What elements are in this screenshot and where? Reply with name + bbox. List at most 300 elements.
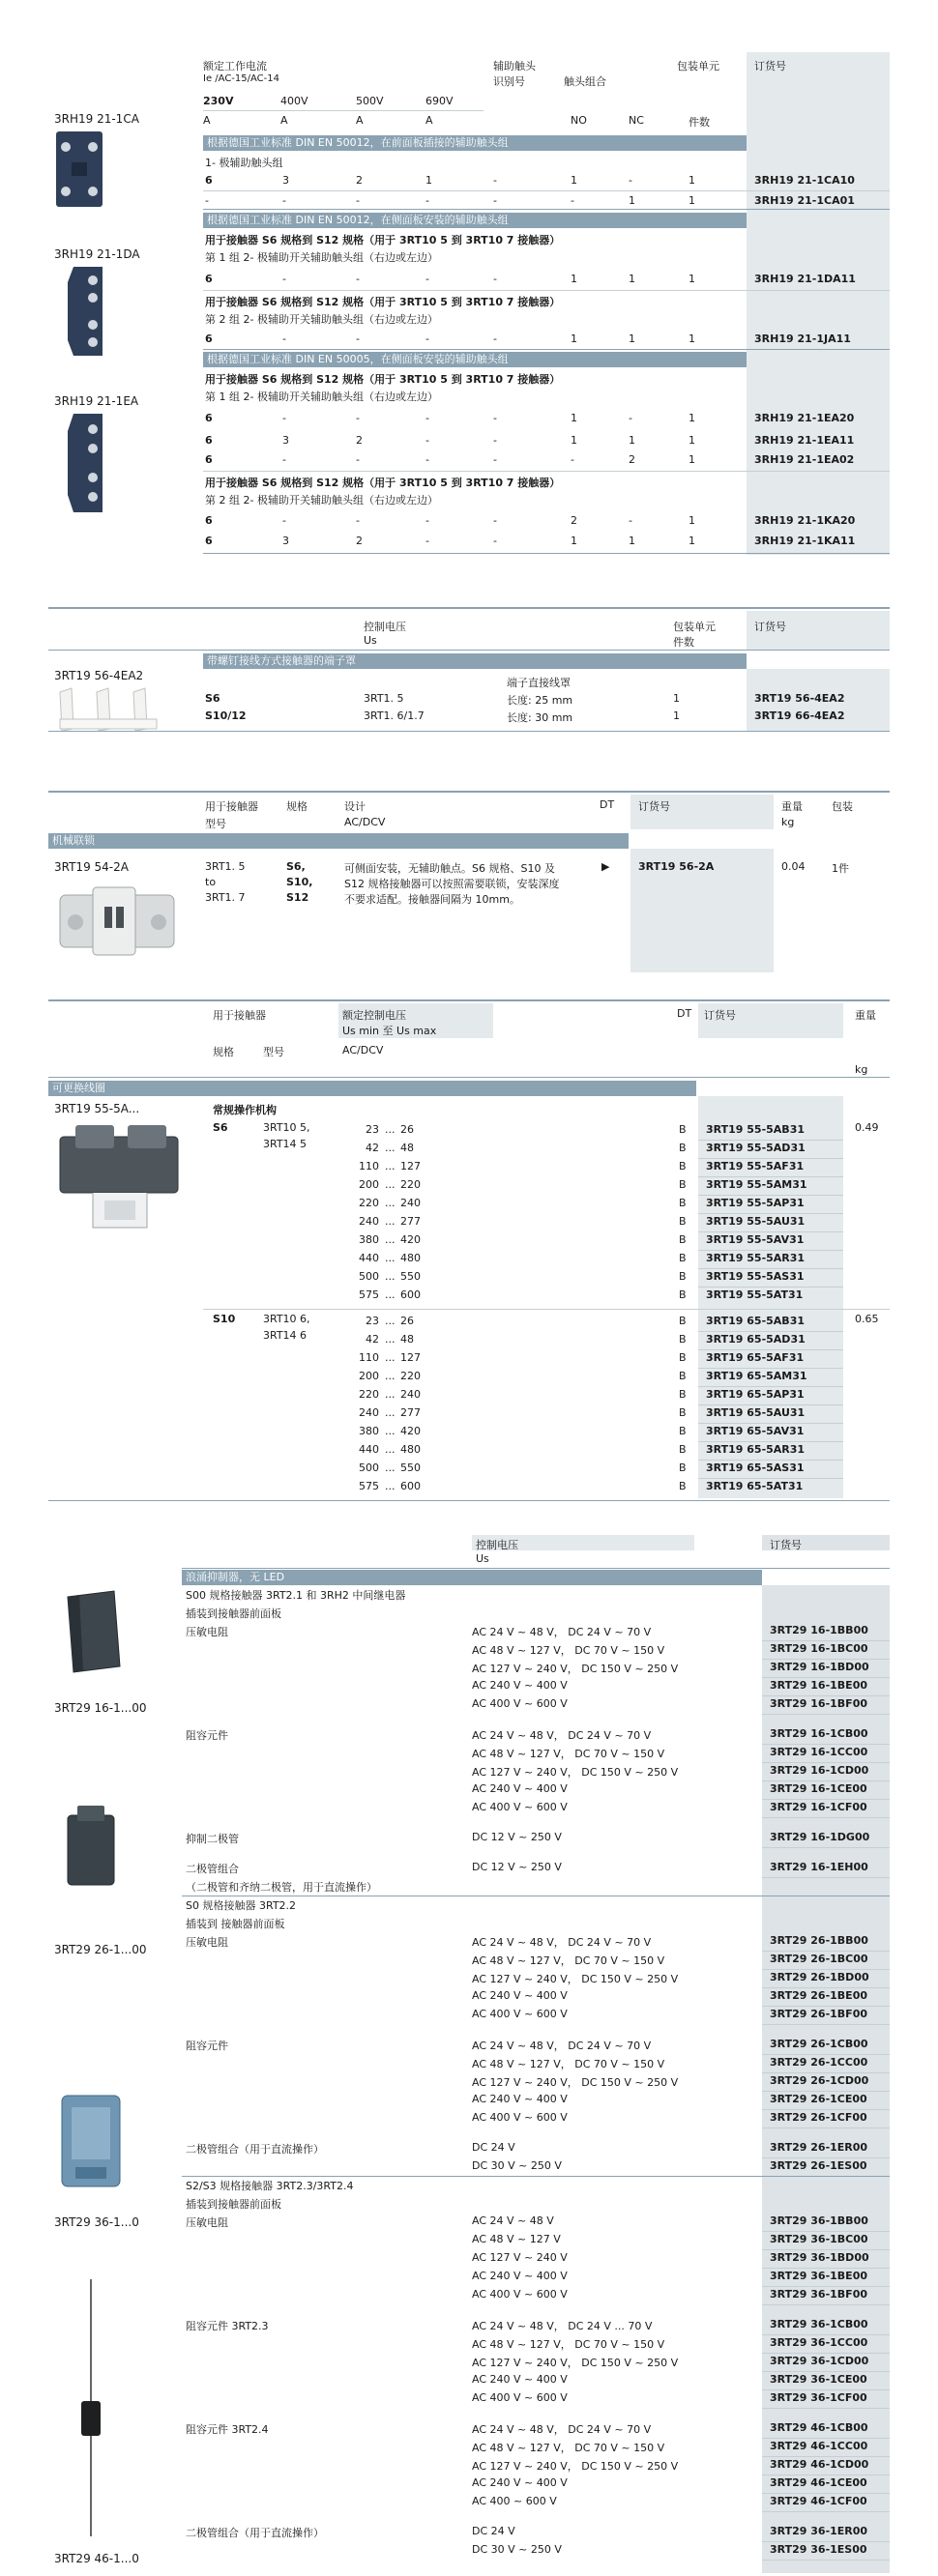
- cell: 6: [205, 412, 213, 424]
- cell: -: [493, 453, 497, 466]
- cell: -: [629, 174, 632, 187]
- row-divider: [762, 2371, 890, 2372]
- row-divider: [762, 2268, 890, 2269]
- voltage-min: 440: [359, 1443, 379, 1456]
- cell: -: [493, 273, 497, 285]
- voltage-max: 277: [400, 1215, 421, 1228]
- order-number: 3RT29 16-1BB00: [770, 1624, 868, 1636]
- row-divider: [762, 2127, 890, 2128]
- header-unit-a: A: [356, 114, 364, 127]
- divider: [203, 553, 890, 554]
- cell: -: [493, 434, 497, 447]
- cell: -: [356, 333, 360, 345]
- item-label: 插装到接触器前面板: [186, 1607, 281, 1620]
- voltage-range: DC 12 V ~ 250 V: [472, 1831, 562, 1843]
- voltage-max: 240: [400, 1197, 421, 1209]
- voltage-range: AC 127 V ~ 240 V: [472, 2251, 568, 2264]
- order-number: 3RT29 26-1ER00: [770, 2141, 868, 2154]
- cell: -: [356, 194, 360, 207]
- header-pack-pcs: 件数: [689, 116, 710, 129]
- order-number: 3RT29 16-1DG00: [770, 1831, 870, 1843]
- row-divider: [698, 1460, 843, 1461]
- header-dt: DT: [600, 798, 615, 811]
- order-number: 3RT29 46-1CF00: [770, 2495, 867, 2507]
- item-label: S00 规格接触器 3RT2.1 和 3RH2 中间继电器: [186, 1589, 406, 1602]
- row-divider: [762, 1987, 890, 1988]
- order-number: 3RT19 65-5AU31: [706, 1406, 806, 1419]
- cell: -: [629, 412, 632, 424]
- order-number: 3RH19 21-1CA01: [754, 194, 855, 207]
- voltage-max: 127: [400, 1160, 421, 1172]
- contactor-type: 3RT1. 7: [205, 891, 246, 904]
- voltage-sep: ...: [385, 1270, 396, 1283]
- group-title: 用于接触器 S6 规格到 S12 规格（用于 3RT10 5 到 3RT10 7 接触器）: [205, 234, 561, 246]
- product-label: 3RT29 26-1...00: [54, 1943, 147, 1956]
- row-divider: [762, 2353, 890, 2354]
- row-divider: [762, 2493, 890, 2494]
- header-type: 型号: [263, 1046, 284, 1058]
- row-divider: [762, 2006, 890, 2007]
- order-number: 3RT29 16-1EH00: [770, 1861, 868, 1873]
- order-number: 3RT19 56-4EA2: [754, 692, 845, 705]
- order-number: 3RT29 26-1ES00: [770, 2159, 867, 2172]
- header-size: 规格: [286, 800, 308, 813]
- pack: 1: [673, 692, 680, 705]
- dt-code: B: [679, 1388, 687, 1401]
- voltage-range: AC 127 V ~ 240 V， DC 150 V ~ 250 V: [472, 1973, 679, 1985]
- row-divider: [762, 2541, 890, 2542]
- cell: -: [629, 514, 632, 527]
- order-number: 3RT29 16-1CB00: [770, 1727, 868, 1740]
- product-label: 3RT19 55-5A...: [54, 1102, 140, 1115]
- order-number: 3RT19 65-5AS31: [706, 1462, 805, 1474]
- order-number: 3RH19 21-1KA11: [754, 535, 856, 547]
- cell: 6: [205, 273, 213, 285]
- voltage-range: AC 127 V ~ 240 V， DC 150 V ~ 250 V: [472, 2460, 679, 2473]
- order-number: 3RT19 66-4EA2: [754, 709, 845, 722]
- cell: 1: [689, 174, 695, 187]
- header-control-voltage: 控制电压: [364, 621, 406, 633]
- group-title: 用于接触器 S6 规格到 S12 规格（用于 3RT10 5 到 3RT10 7 接触器）: [205, 477, 561, 489]
- row-divider: [698, 1349, 843, 1350]
- product-label: 3RT19 56-4EA2: [54, 669, 144, 682]
- order-number: 3RT29 36-1BD00: [770, 2251, 869, 2264]
- cell: 1: [689, 434, 695, 447]
- divider: [182, 1568, 890, 1569]
- cell: -: [493, 535, 497, 547]
- header-aux-id: 识别号: [493, 75, 525, 88]
- voltage-sep: ...: [385, 1388, 396, 1401]
- header-order: 订货号: [770, 1539, 802, 1551]
- voltage-range: DC 30 V ~ 250 V: [472, 2159, 562, 2172]
- order-number: 3RT19 65-5AD31: [706, 1333, 806, 1346]
- order-number: 3RT29 36-1BF00: [770, 2288, 868, 2301]
- item-label: 二极管组合（用于直流操作）: [186, 2527, 324, 2539]
- row-divider: [698, 1404, 843, 1405]
- row-divider: [762, 1877, 890, 1878]
- header-pack-pcs: 件数: [673, 636, 694, 649]
- voltage-min: 42: [366, 1142, 379, 1154]
- order-number: 3RT29 26-1CF00: [770, 2111, 867, 2124]
- voltage-min: 42: [366, 1333, 379, 1346]
- dt-code: B: [679, 1178, 687, 1191]
- item-label: 抑制二极管: [186, 1833, 239, 1845]
- order-number: 3RT19 55-5AR31: [706, 1252, 806, 1264]
- voltage-min: 380: [359, 1233, 379, 1246]
- voltage-range: AC 240 V ~ 400 V: [472, 1679, 568, 1692]
- row-divider: [762, 1799, 890, 1800]
- voltage-range: AC 400 V ~ 600 V: [472, 2288, 568, 2301]
- row-divider: [762, 2091, 890, 2092]
- order-number: 3RH19 21-1CA10: [754, 174, 855, 187]
- voltage-range: AC 24 V ~ 48 V， DC 24 V ~ 70 V: [472, 2040, 652, 2052]
- subtitle: 常规操作机构: [213, 1104, 277, 1116]
- row-divider: [698, 1213, 843, 1214]
- row-divider: [762, 2304, 890, 2305]
- cell: -: [425, 333, 429, 345]
- product-label: 3RH19 21-1DA: [54, 247, 140, 261]
- voltage-range: AC 48 V ~ 127 V: [472, 2233, 561, 2245]
- voltage-max: 277: [400, 1406, 421, 1419]
- voltage-min: 220: [359, 1388, 379, 1401]
- cell: -: [493, 514, 497, 527]
- voltage-min: 110: [359, 1351, 379, 1364]
- voltage-sep: ...: [385, 1233, 396, 1246]
- cell: 1: [689, 194, 695, 207]
- header-size: 规格: [213, 1046, 234, 1058]
- surge-suppressor-image: [58, 1802, 126, 1893]
- voltage-sep: ...: [385, 1315, 396, 1327]
- cell: 1: [629, 333, 635, 345]
- contactor-type: 3RT14 6: [263, 1329, 308, 1342]
- order-number: 3RT29 26-1BD00: [770, 1971, 869, 1983]
- surge-suppressor-image: [58, 1587, 126, 1676]
- header-order: 订货号: [754, 621, 786, 633]
- cell: 6: [205, 174, 213, 187]
- dt-code: B: [679, 1351, 687, 1364]
- row-divider: [698, 1368, 843, 1369]
- voltage-range: AC 24 V ~ 48 V， DC 24 V ~ 70 V: [472, 1729, 652, 1742]
- header-order: 订货号: [704, 1009, 736, 1022]
- order-number: 3RT19 55-5AM31: [706, 1178, 807, 1191]
- cell: -: [493, 333, 497, 345]
- voltage-range: AC 240 V ~ 400 V: [472, 2093, 568, 2105]
- order-number: 3RT19 55-5AT31: [706, 1288, 804, 1301]
- row-divider: [762, 2334, 890, 2335]
- cell: 1: [571, 535, 577, 547]
- contactor-type: 3RT1. 6/1.7: [364, 709, 425, 722]
- row-divider: [762, 1659, 890, 1660]
- cell: 1: [425, 174, 432, 187]
- item-label: 插装到接触器前面板: [186, 2198, 281, 2211]
- order-number: 3RT19 55-5AP31: [706, 1197, 805, 1209]
- dt-code: B: [679, 1425, 687, 1437]
- voltage-sep: ...: [385, 1178, 396, 1191]
- voltage-range: AC 24 V ~ 48 V: [472, 2214, 554, 2227]
- weight: 0.65: [855, 1313, 879, 1325]
- cell: -: [205, 194, 209, 207]
- group-title: 用于接触器 S6 规格到 S12 规格（用于 3RT10 5 到 3RT10 7 接触器）: [205, 373, 561, 386]
- voltage-max: 480: [400, 1252, 421, 1264]
- dt-code: B: [679, 1370, 687, 1382]
- voltage-range: AC 48 V ~ 127 V， DC 70 V ~ 150 V: [472, 1748, 665, 1760]
- size: S6: [205, 692, 220, 705]
- cell: 1: [689, 273, 695, 285]
- cell: 2: [629, 453, 635, 466]
- voltage-sep: ...: [385, 1197, 396, 1209]
- row-divider: [762, 2024, 890, 2025]
- pack: 1: [673, 709, 680, 722]
- row-divider: [762, 1817, 890, 1818]
- dt-arrow-icon: ▶: [601, 860, 610, 873]
- dt-code: B: [679, 1462, 687, 1474]
- item-label: （二极管和齐纳二极管，用于直流操作）: [186, 1881, 377, 1894]
- voltage-range: AC 240 V ~ 400 V: [472, 2373, 568, 2386]
- divider: [48, 1077, 890, 1078]
- product-label: 3RT29 16-1...00: [54, 1701, 147, 1715]
- row-divider: [762, 2157, 890, 2158]
- voltage-max: 26: [400, 1123, 414, 1136]
- dt-code: B: [679, 1288, 687, 1301]
- cell: -: [356, 514, 360, 527]
- row-divider: [762, 1969, 890, 1970]
- section-band: 根据德国工业标准 DIN EN 50005，在侧面板安装的辅助触头组: [203, 352, 747, 367]
- cell: -: [356, 453, 360, 466]
- section-band: 浪涌抑制器，无 LED: [182, 1570, 762, 1585]
- voltage-max: 480: [400, 1443, 421, 1456]
- item-label: 插装到 接触器前面板: [186, 1918, 285, 1930]
- cell: -: [356, 412, 360, 424]
- size: S10,: [286, 876, 313, 888]
- row-divider: [698, 1386, 843, 1387]
- cell: -: [282, 453, 286, 466]
- description: S12 规格接触器可以按照需要联锁，安装深度: [344, 878, 560, 890]
- voltage-min: 500: [359, 1270, 379, 1283]
- voltage-min: 380: [359, 1425, 379, 1437]
- header-500v: 500V: [356, 95, 384, 107]
- header-order: 订货号: [754, 60, 786, 72]
- voltage-min: 200: [359, 1178, 379, 1191]
- header-no: NO: [571, 114, 587, 127]
- voltage-max: 420: [400, 1233, 421, 1246]
- order-number: 3RT29 36-1BB00: [770, 2214, 868, 2227]
- item-label: 阻容元件: [186, 1729, 228, 1742]
- header-for-contactor: 用于接触器: [213, 1009, 266, 1022]
- dt-code: B: [679, 1197, 687, 1209]
- voltage-sep: ...: [385, 1288, 396, 1301]
- order-number: 3RH19 21-1EA20: [754, 412, 855, 424]
- voltage-range: AC 48 V ~ 127 V， DC 70 V ~ 150 V: [472, 2058, 665, 2070]
- order-number: 3RT29 46-1CD00: [770, 2458, 869, 2471]
- size: S6,: [286, 860, 306, 873]
- divider: [203, 209, 890, 210]
- voltage-range: AC 400 V ~ 600 V: [472, 2008, 568, 2020]
- cell: 1: [629, 434, 635, 447]
- group-divider: [182, 2176, 890, 2177]
- header-nc: NC: [629, 114, 644, 127]
- order-number: 3RT19 55-5AU31: [706, 1215, 806, 1228]
- header-pack: 包装单元: [677, 60, 719, 72]
- header-weight: 重量: [781, 800, 803, 813]
- order-number: 3RH19 21-1KA20: [754, 514, 856, 527]
- description: 可侧面安装，无辅助触点。S6 规格、S10 及: [344, 862, 555, 875]
- header-400v: 400V: [280, 95, 308, 107]
- row-divider: [762, 2511, 890, 2512]
- order-number: 3RT29 26-1CD00: [770, 2074, 869, 2087]
- contactor-type: 3RT1. 5: [205, 860, 246, 873]
- order-number: 3RT29 46-1CB00: [770, 2421, 868, 2434]
- voltage-min: 440: [359, 1252, 379, 1264]
- divider: [48, 650, 890, 651]
- rc-element-wired-image: [72, 2275, 110, 2536]
- order-number: 3RT29 36-1ES00: [770, 2543, 867, 2556]
- cell: -: [493, 412, 497, 424]
- order-number: 3RT29 16-1CD00: [770, 1764, 869, 1777]
- row-divider: [762, 1847, 890, 1848]
- row-divider: [698, 1195, 843, 1196]
- section-band: 根据德国工业标准 DIN EN 50012，在前面板插接的辅助触头组: [203, 135, 747, 151]
- cell: 1: [689, 514, 695, 527]
- header-230v: 230V: [203, 95, 234, 107]
- voltage-max: 48: [400, 1142, 414, 1154]
- header-pack: 包装: [832, 800, 853, 813]
- cell: 1: [571, 174, 577, 187]
- size: S10/12: [205, 709, 247, 722]
- cell: -: [282, 514, 286, 527]
- product-label: 3RT19 54-2A: [54, 860, 129, 874]
- item-label: 阻容元件: [186, 2040, 228, 2052]
- cell: -: [571, 453, 574, 466]
- header-unit-a: A: [203, 114, 211, 127]
- header-rated-voltage: 额定控制电压: [342, 1009, 406, 1022]
- product-label: 3RH19 21-1CA: [54, 112, 139, 126]
- voltage-range: AC 48 V ~ 127 V， DC 70 V ~ 150 V: [472, 2338, 665, 2351]
- section-top-rule: [48, 791, 890, 793]
- size: S10: [213, 1313, 236, 1325]
- order-number: 3RT19 65-5AF31: [706, 1351, 805, 1364]
- order-number: 3RT29 16-1CC00: [770, 1746, 868, 1758]
- order-number: 3RT29 36-1CC00: [770, 2336, 868, 2349]
- order-number: 3RT29 36-1CB00: [770, 2318, 868, 2330]
- order-number: 3RT19 65-5AB31: [706, 1315, 806, 1327]
- dt-code: B: [679, 1333, 687, 1346]
- row-divider: [762, 2438, 890, 2439]
- order-number: 3RT19 65-5AT31: [706, 1480, 804, 1492]
- cell: 2: [571, 514, 577, 527]
- voltage-max: 600: [400, 1288, 421, 1301]
- voltage-sep: ...: [385, 1142, 396, 1154]
- rc-element-image: [54, 2088, 128, 2194]
- cell: 1: [571, 333, 577, 345]
- row-divider: [698, 1158, 843, 1159]
- order-number: 3RT29 36-1CF00: [770, 2391, 867, 2404]
- terminal-cover-image: [54, 684, 166, 735]
- order-number: 3RT29 36-1CD00: [770, 2355, 869, 2367]
- order-number: 3RT29 16-1CF00: [770, 1801, 867, 1813]
- voltage-min: 23: [366, 1123, 379, 1136]
- voltage-max: 420: [400, 1425, 421, 1437]
- voltage-range: AC 240 V ~ 400 V: [472, 2270, 568, 2282]
- voltage-range: AC 240 V ~ 400 V: [472, 1782, 568, 1795]
- order-number: 3RT29 26-1CB00: [770, 2038, 868, 2050]
- voltage-min: 23: [366, 1315, 379, 1327]
- row-divider: [762, 1640, 890, 1641]
- order-number: 3RT29 16-1BC00: [770, 1642, 868, 1655]
- voltage-range: AC 24 V ~ 48 V， DC 24 V ~ 70 V: [472, 2423, 652, 2436]
- weight: 0.04: [781, 860, 806, 873]
- order-number: 3RT29 36-1ER00: [770, 2525, 868, 2537]
- side-aux-contact-image: [64, 410, 110, 516]
- divider: [48, 1500, 890, 1501]
- order-number: 3RT19 55-5AB31: [706, 1123, 806, 1136]
- voltage-range: AC 48 V ~ 127 V， DC 70 V ~ 150 V: [472, 1644, 665, 1657]
- voltage-sep: ...: [385, 1215, 396, 1228]
- cell: 6: [205, 514, 213, 527]
- order-number: 3RT29 16-1CE00: [770, 1782, 867, 1795]
- order-number: 3RT19 56-2A: [638, 860, 715, 873]
- section-top-rule: [48, 607, 890, 609]
- order-number: 3RT19 55-5AD31: [706, 1142, 806, 1154]
- voltage-range: AC 24 V ~ 48 V， DC 24 V ... 70 V: [472, 2320, 653, 2332]
- order-number: 3RH19 21-1DA11: [754, 273, 856, 285]
- voltage-sep: ...: [385, 1443, 396, 1456]
- cell: 1: [629, 273, 635, 285]
- cell: -: [425, 535, 429, 547]
- voltage-range: AC 400 V ~ 600 V: [472, 1697, 568, 1710]
- voltage-max: 600: [400, 1480, 421, 1492]
- header-for-contactor: 用于接触器: [205, 800, 258, 813]
- row-divider: [698, 1287, 843, 1288]
- header-kg: kg: [855, 1063, 868, 1076]
- header-current: 额定工作电流: [203, 60, 267, 72]
- cell: -: [282, 273, 286, 285]
- description: 不要求适配。接触器间隔为 10mm。: [344, 893, 520, 906]
- dt-code: B: [679, 1123, 687, 1136]
- size: S6: [213, 1121, 228, 1134]
- cell: 1: [689, 453, 695, 466]
- voltage-min: 110: [359, 1160, 379, 1172]
- header-dt: DT: [677, 1007, 692, 1020]
- pack: 1件: [832, 862, 849, 875]
- group-title: 第 1 组 2- 极辅助开关辅助触头组（右边或左边）: [205, 391, 438, 403]
- header-690v: 690V: [425, 95, 454, 107]
- cell: 3: [282, 535, 289, 547]
- item-label: 压敏电阻: [186, 1626, 228, 1638]
- header-pack: 包装单元: [673, 621, 716, 633]
- voltage-min: 500: [359, 1462, 379, 1474]
- contactor-type: 3RT10 6,: [263, 1313, 310, 1325]
- order-number: 3RT19 65-5AM31: [706, 1370, 807, 1382]
- product-label: 3RT29 46-1...0: [54, 2552, 139, 2565]
- voltage-min: 575: [359, 1480, 379, 1492]
- voltage-range: AC 400 ~ 600 V: [472, 2495, 557, 2507]
- voltage-range: AC 400 V ~ 600 V: [472, 2111, 568, 2124]
- item-label: 二极管组合: [186, 1863, 239, 1875]
- item-label: 二极管组合（用于直流操作）: [186, 2143, 324, 2156]
- row-divider: [698, 1478, 843, 1479]
- row-divider: [762, 2389, 890, 2390]
- cell: -: [425, 434, 429, 447]
- voltage-sep: ...: [385, 1333, 396, 1346]
- voltage-range: AC 48 V ~ 127 V， DC 70 V ~ 150 V: [472, 1954, 665, 1967]
- aux-contact-block-image: [54, 130, 104, 209]
- order-number: 3RT29 36-1BC00: [770, 2233, 868, 2245]
- header-design: 设计: [344, 800, 366, 813]
- cell: -: [425, 453, 429, 466]
- dt-code: B: [679, 1233, 687, 1246]
- order-number: 3RT29 46-1CE00: [770, 2476, 867, 2489]
- divider: [48, 731, 890, 732]
